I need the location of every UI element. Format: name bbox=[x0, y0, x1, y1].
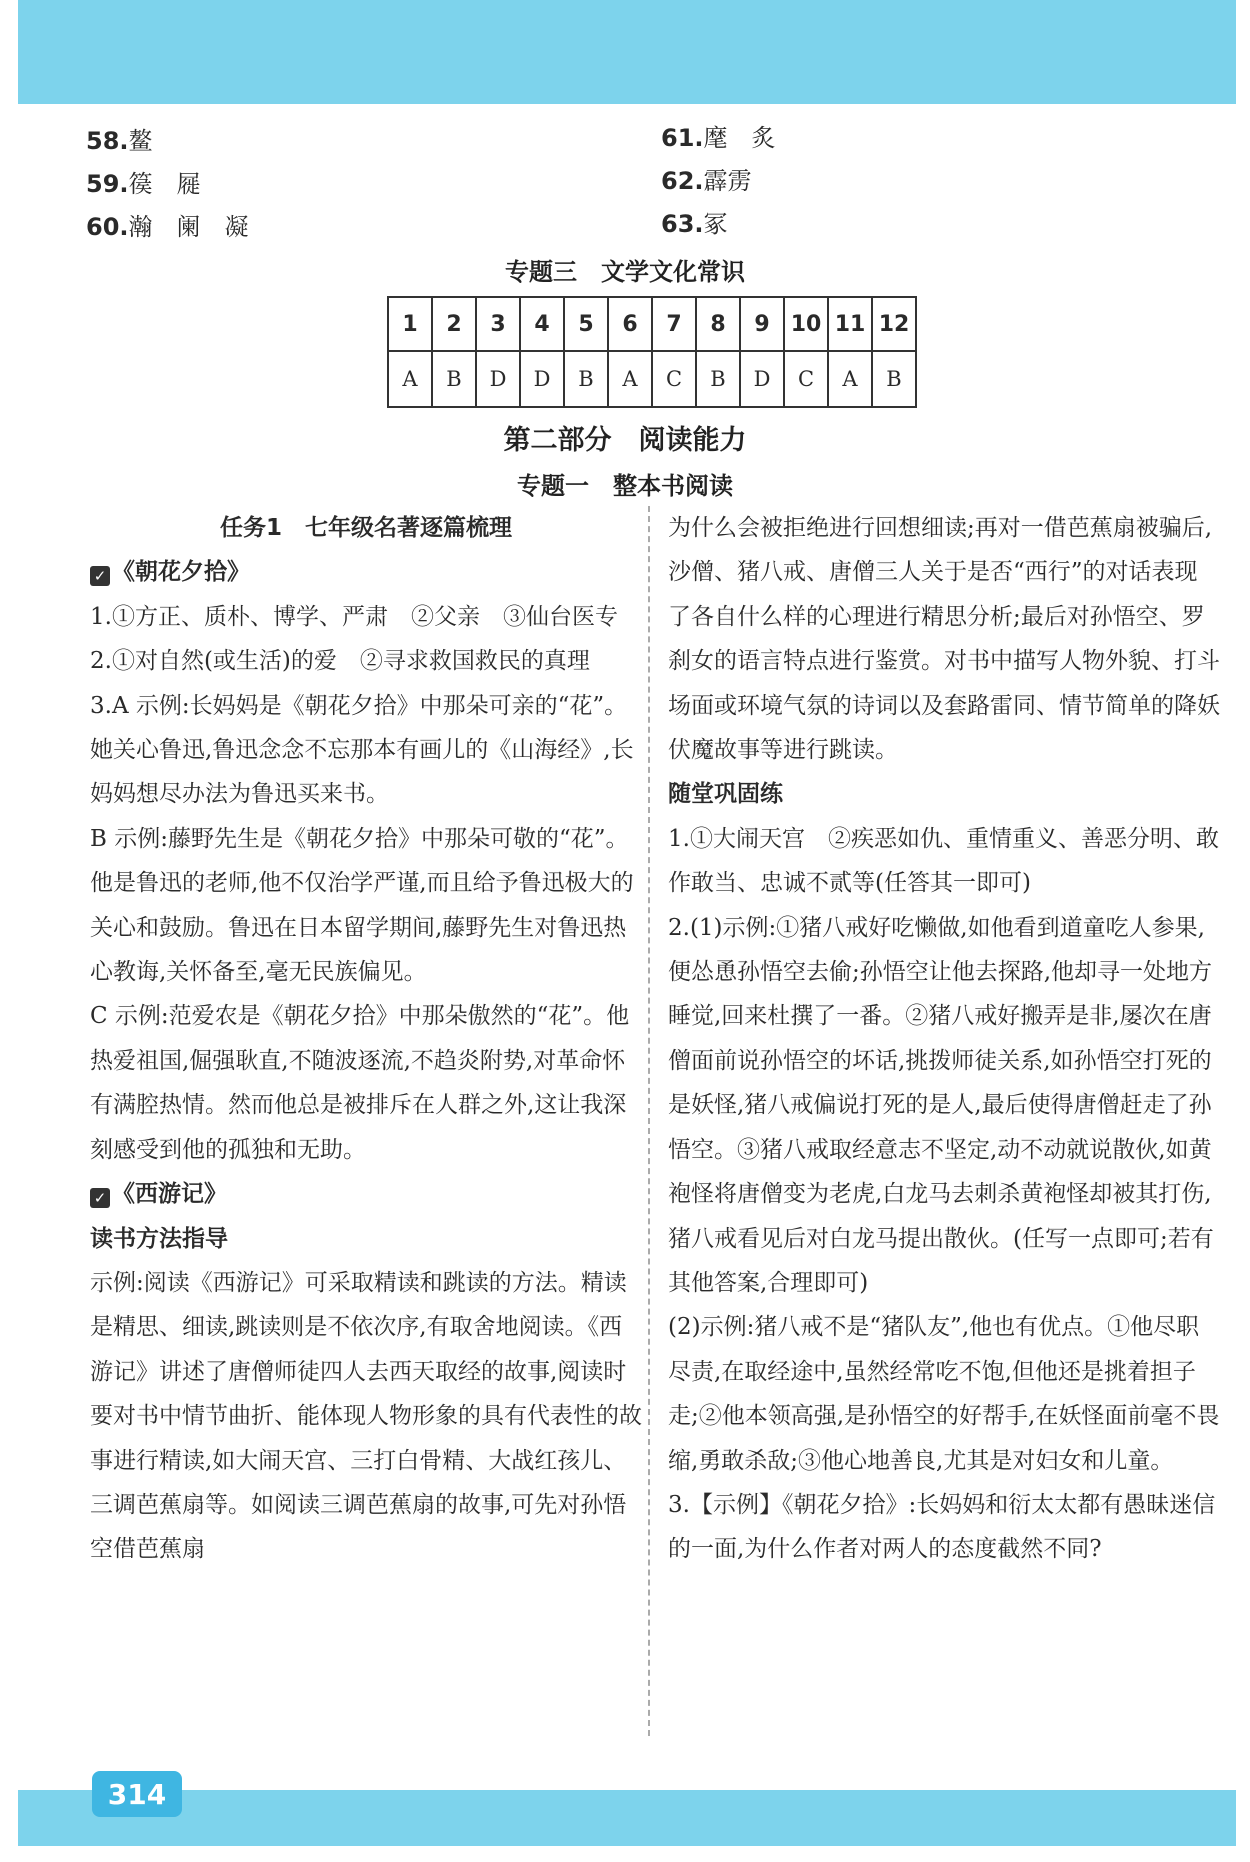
answer-table-answer-cell: A bbox=[608, 351, 652, 407]
answer-table-number-cell: 10 bbox=[784, 297, 828, 351]
answer-item: 59.篌 屣 bbox=[86, 170, 201, 198]
check-icon: ✓ bbox=[90, 566, 110, 586]
answer-table-number-cell: 12 bbox=[872, 297, 916, 351]
answer-paragraph: 1.①方正、质朴、博学、严肃 ②父亲 ③仙台医专 bbox=[90, 603, 618, 630]
answer-table-number-cell: 4 bbox=[520, 297, 564, 351]
answer-paragraph: 为什么会被拒绝进行回想细读;再对一借芭蕉扇被骗后,沙僧、猪八戒、唐僧三人关于是否“西行”的对话表现了各自什么样的心理进行精思分析;最后对孙悟空、罗刹女的语言特点进行鉴赏。对书中描写人物外貌、打斗场面或环境气氛的诗词以及套路雷同、情节简单的降妖伏魔故事等进行跳读。 bbox=[668, 515, 1220, 764]
answer-table-answer-cell: A bbox=[388, 351, 432, 407]
answer-table-answer-cell: D bbox=[740, 351, 784, 407]
column-divider bbox=[648, 506, 650, 1736]
book-heading: ✓ 《西游记》 bbox=[90, 1172, 642, 1216]
answer-paragraph: 2.(1)示例:①猪八戒好吃懒做,如他看到道童吃人参果,便怂恿孙悟空去偷;孙悟空让他去探路,他却寻一处地方睡觉,回来杜撰了一番。②猪八戒好搬弄是非,屡次在唐僧面前说孙悟空的坏话,挑拨师徒关系,如孙悟空打死的是妖怪,猪八戒偏说打死的是人,最后使得唐僧赶走了孙悟空。③猪八戒取经意志不坚定,动不动就说散伙,如黄袍怪将唐僧变为老虎,白龙马去刺杀黄袍怪却被其打伤,猪八戒看见后对白龙马提出散伙。(任写一点即可;若有其他答案,合理即可) bbox=[668, 914, 1214, 1296]
answer-table-answer-cell: A bbox=[828, 351, 872, 407]
answer-paragraph: B 示例:藤野先生是《朝花夕拾》中那朵可敬的“花”。他是鲁迅的老师,他不仅治学严谨,而且给予鲁迅极大的关心和鼓励。鲁迅在日本留学期间,藤野先生对鲁迅热心教诲,关怀备至,毫无民族偏见。 bbox=[90, 825, 634, 986]
task-title: 任务1 七年级名著逐篇梳理 bbox=[219, 515, 512, 541]
book-heading: ✓ 《朝花夕拾》 bbox=[90, 550, 642, 594]
answer-paragraph: 3.【示例】《朝花夕拾》:长妈妈和衍太太都有愚昧迷信的一面,为什么作者对两人的态度截然不同? bbox=[668, 1491, 1216, 1563]
part2-title: 第二部分 阅读能力 bbox=[503, 425, 747, 456]
left-column bbox=[90, 506, 642, 1572]
answer-item: 63.冢 bbox=[661, 210, 728, 238]
topic1-title: 专题一 整本书阅读 bbox=[517, 472, 733, 500]
answer-table-header-row bbox=[388, 297, 916, 351]
answer-table-number-cell: 9 bbox=[740, 297, 784, 351]
answer-table-number-cell: 11 bbox=[828, 297, 872, 351]
top-decorative-band bbox=[18, 0, 1236, 104]
answer-paragraph: C 示例:范爱农是《朝花夕拾》中那朵傲然的“花”。他热爱祖国,倔强耿直,不随波逐流,不趋炎附势,对革命怀有满腔热情。然而他总是被排斥在人群之外,这让我深刻感受到他的孤独和无助。 bbox=[90, 1003, 630, 1163]
answer-table-number-cell: 2 bbox=[432, 297, 476, 351]
answer-item: 60.瀚 阑 凝 bbox=[86, 213, 249, 241]
right-column bbox=[668, 506, 1220, 1572]
page-number: 314 bbox=[92, 1771, 182, 1817]
answer-table-answer-cell: B bbox=[432, 351, 476, 407]
spelling-answers-right bbox=[661, 117, 776, 246]
answer-table bbox=[387, 296, 917, 408]
answer-paragraph: 示例:阅读《西游记》可采取精读和跳读的方法。精读是精思、细读,跳读则是不依次序,有取舍地阅读。《西游记》讲述了唐僧师徒四人去西天取经的故事,阅读时要对书中情节曲折、能体现人物形象的具有代表性的故事进行精读,如大闹天宫、三打白骨精、大战红孩儿、三调芭蕉扇等。如阅读三调芭蕉扇的故事,可先对孙悟空借芭蕉扇 bbox=[90, 1269, 642, 1563]
answer-table-number-cell: 7 bbox=[652, 297, 696, 351]
check-icon: ✓ bbox=[90, 1188, 110, 1208]
answer-table-number-cell: 3 bbox=[476, 297, 520, 351]
answer-paragraph: 1.①大闹天宫 ②疾恶如仇、重情重义、善恶分明、敢作敢当、忠诚不贰等(任答其一即可) bbox=[668, 825, 1219, 897]
answer-paragraph: (2)示例:猪八戒不是“猪队友”,他也有优点。①他尽职尽责,在取经途中,虽然经常吃不饱,但他还是挑着担子走;②他本领高强,是孙悟空的好帮手,在妖怪面前毫不畏缩,勇敢杀敌;③他心地善良,尤其是对妇女和儿童。 bbox=[668, 1314, 1220, 1474]
answer-item: 61.麾 炙 bbox=[661, 124, 776, 152]
answer-paragraph: 3.A 示例:长妈妈是《朝花夕拾》中那朵可亲的“花”。她关心鲁迅,鲁迅念念不忘那本有画儿的《山海经》,长妈妈想尽办法为鲁迅买来书。 bbox=[90, 692, 634, 808]
answer-table-answer-cell: B bbox=[872, 351, 916, 407]
section-heading: 随堂巩固练 bbox=[668, 781, 783, 808]
answer-table-number-cell: 8 bbox=[696, 297, 740, 351]
answer-item: 62.霹雳 bbox=[661, 167, 752, 195]
answer-table-answer-cell: D bbox=[476, 351, 520, 407]
answer-table-number-cell: 1 bbox=[388, 297, 432, 351]
answer-table-answer-cell: D bbox=[520, 351, 564, 407]
answer-table-answer-cell: C bbox=[652, 351, 696, 407]
answer-table-value-row bbox=[388, 351, 916, 407]
answer-table-number-cell: 5 bbox=[564, 297, 608, 351]
spelling-answers-left bbox=[86, 120, 249, 249]
topic3-title: 专题三 文学文化常识 bbox=[505, 258, 745, 286]
answer-table-answer-cell: B bbox=[696, 351, 740, 407]
bottom-decorative-band bbox=[18, 1790, 1236, 1846]
answer-table-number-cell: 6 bbox=[608, 297, 652, 351]
answer-table-answer-cell: B bbox=[564, 351, 608, 407]
answer-item: 58.鳌 bbox=[86, 127, 153, 155]
section-heading: 读书方法指导 bbox=[90, 1225, 228, 1252]
answer-table-answer-cell: C bbox=[784, 351, 828, 407]
answer-paragraph: 2.①对自然(或生活)的爱 ②寻求救国救民的真理 bbox=[90, 648, 590, 675]
